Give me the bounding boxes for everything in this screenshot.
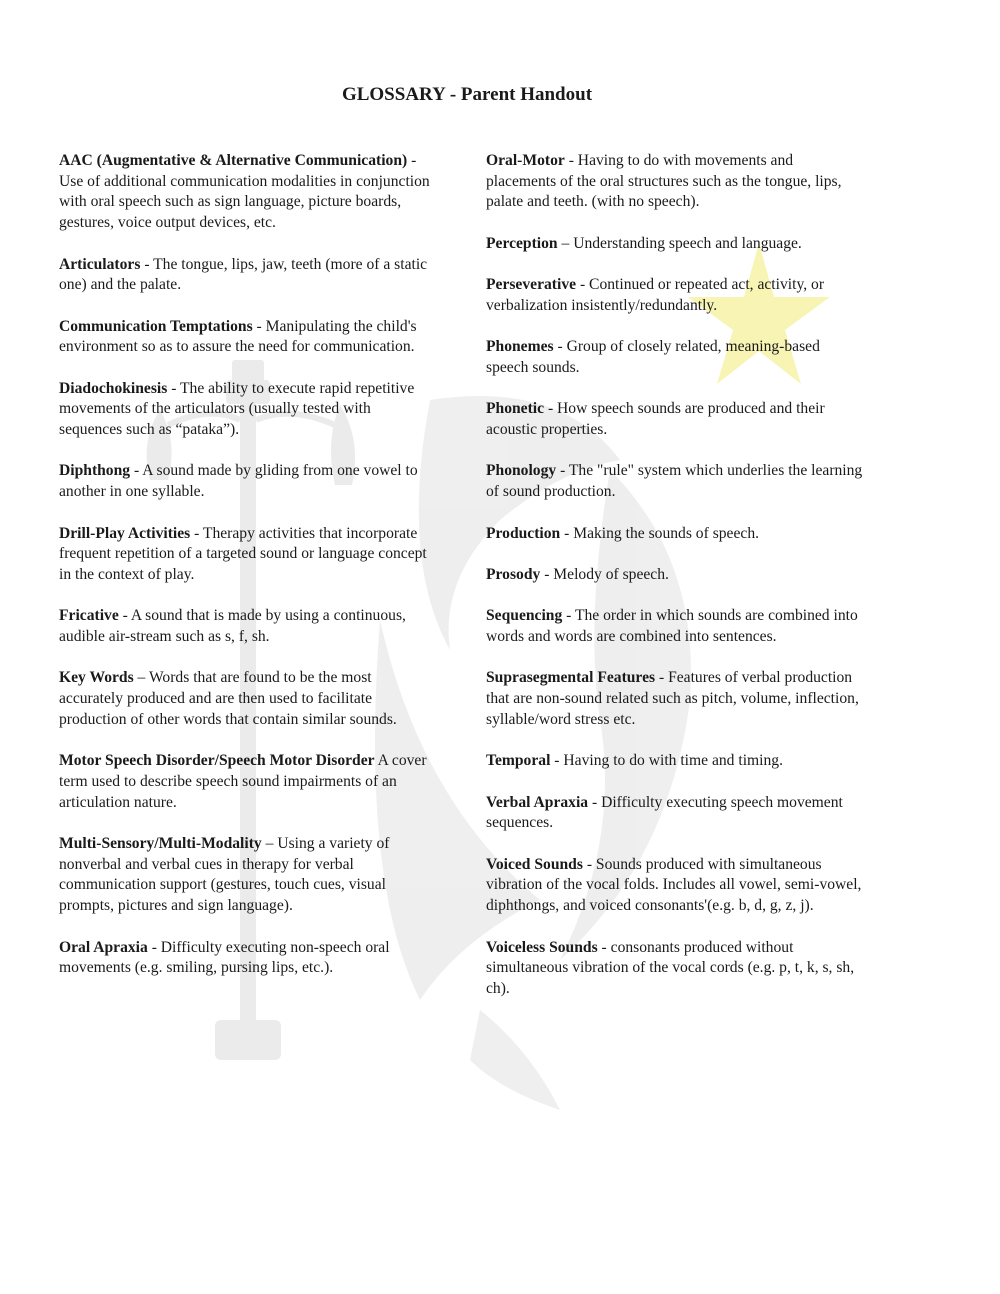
glossary-entry: [486, 461, 864, 502]
glossary-entry: [59, 461, 437, 502]
glossary-entry: [486, 793, 864, 834]
glossary-entry: [486, 337, 864, 378]
page-title: [0, 82, 934, 108]
glossary-term: Drill-Play Activities: [59, 524, 191, 542]
glossary-term: Articulators: [59, 255, 141, 273]
glossary-term: Prosody: [486, 565, 541, 583]
glossary-term: Diphthong: [59, 462, 131, 480]
glossary-term: Verbal Apraxia: [486, 793, 589, 811]
glossary-term: Production: [486, 524, 561, 542]
glossary-entry: [59, 151, 437, 234]
glossary-term: Perseverative: [486, 276, 577, 294]
glossary-term: Phonology: [486, 462, 557, 480]
glossary-definition: - Group of closely related, meaning-based speech sounds.: [486, 338, 820, 376]
glossary-definition: - consonants produced without simultaneous vibration of the vocal cords (e.g. p, t, k, s, sh, ch).: [486, 938, 855, 997]
glossary-term: Sequencing: [486, 607, 563, 625]
glossary-term: Suprasegmental Features: [486, 669, 656, 687]
glossary-entry: [486, 938, 864, 1000]
glossary-definition: - Difficulty executing non-speech oral movements (e.g. smiling, pursing lips, etc.).: [59, 938, 390, 977]
glossary-entry: [486, 668, 864, 730]
glossary-entry: [59, 317, 437, 358]
glossary-term: AAC (Augmentative & Alternative Communication): [59, 152, 408, 169]
glossary-definition: – Words that are found to be the most accurately produced and are then used to facilitate production of other words that contain similar sounds.: [59, 669, 397, 728]
glossary-entry: [59, 379, 437, 441]
glossary-definition: - The order in which sounds are combined into words and words are combined into sentences.: [486, 607, 858, 646]
glossary-definition: - A sound made by gliding from one vowel to another in one syllable.: [59, 462, 418, 501]
glossary-definition: - The tongue, lips, jaw, teeth (more of a static one) and the palate.: [59, 255, 428, 294]
glossary-entry: [486, 751, 864, 772]
glossary-definition: - The "rule" system which underlies the learning of sound production.: [486, 462, 863, 501]
glossary-entry: [486, 565, 864, 586]
glossary-definition: - How speech sounds are produced and their acoustic properties.: [486, 400, 825, 439]
glossary-term: Oral-Motor: [486, 152, 565, 169]
glossary-term: Multi-Sensory/Multi-Modality: [59, 835, 262, 853]
title-subtitle: - Parent Handout: [445, 84, 593, 105]
glossary-definition: – Understanding speech and language.: [557, 234, 802, 252]
glossary-entry: [59, 524, 437, 586]
glossary-term: Voiced Sounds: [486, 855, 583, 873]
glossary-entry: [59, 255, 437, 296]
glossary-term: Temporal: [486, 752, 551, 770]
glossary-definition: - The ability to execute rapid repetitive movements of the articulators (usually tested with sequences such as “pataka”).: [59, 379, 415, 439]
glossary-definition: - Continued or repeated act, activity, or verbalization insistently/redundantly.: [486, 276, 825, 314]
glossary-term: Communication Temptations: [59, 317, 253, 335]
glossary-term: Key Words: [59, 669, 134, 687]
glossary-entry: [486, 399, 864, 440]
glossary-term: Diadochokinesis: [59, 379, 168, 397]
glossary-definition: - Making the sounds of speech.: [560, 524, 760, 542]
glossary-term: Voiceless Sounds: [486, 938, 598, 956]
glossary-term: Motor Speech Disorder/Speech Motor Disorder: [59, 752, 375, 770]
glossary-entry: [59, 606, 437, 647]
glossary-entry: [486, 524, 864, 545]
glossary-definition: - Difficulty executing speech movement sequences.: [486, 793, 843, 832]
glossary-entry: [59, 834, 437, 917]
glossary-definition: - Therapy activities that incorporate frequent repetition of a targeted sound or language concept in the context of play.: [59, 524, 427, 583]
glossary-definition: - Having to do with time and timing.: [550, 752, 783, 770]
glossary-entry: [59, 751, 437, 813]
glossary-entry: [486, 275, 864, 316]
glossary-term: Phonemes: [486, 338, 554, 356]
title-main: GLOSSARY: [341, 84, 446, 105]
glossary-definition: - Sounds produced with simultaneous vibration of the vocal folds. Includes all vowel, semi-vowel, diphthongs, and voiced consonants'(e.g. b, d, g, z, j).: [486, 855, 862, 915]
glossary-definition: - Manipulating the child's environment so as to assure the need for communication.: [59, 317, 417, 356]
glossary-entry: [486, 234, 864, 255]
glossary-definition: - Melody of speech.: [540, 565, 669, 583]
glossary-term: Fricative: [59, 607, 119, 625]
glossary-entry: [486, 606, 864, 647]
glossary-definition: - A sound that is made by using a continuous, audible air-stream such as s, f, sh.: [59, 607, 406, 646]
glossary-column-left: [59, 151, 437, 1000]
glossary-definition: – Using a variety of nonverbal and verbal cues in therapy for verbal communication support (gestures, touch cues, visual prompts, pictures and sign language).: [59, 835, 390, 915]
glossary-column-right: [486, 151, 864, 1020]
glossary-term: Oral Apraxia: [59, 938, 148, 956]
glossary-entry: [59, 938, 437, 979]
glossary-entry: [486, 151, 864, 213]
glossary-definition: - Having to do with movements and placements of the oral structures such as the tongue, lips, palate and teeth. (with no speech).: [486, 152, 842, 211]
glossary-definition: - Features of verbal production that are non-sound related such as pitch, volume, inflection, syllable/word stress etc.: [486, 669, 859, 728]
glossary-definition: - Use of additional communication modalities in conjunction with oral speech such as sign language, picture boards, gestures, voice output devices, etc.: [59, 152, 430, 232]
glossary-definition: A cover term used to describe speech sound impairments of an articulation nature.: [59, 752, 427, 811]
glossary-term: Perception: [486, 234, 558, 252]
glossary-entry: [59, 668, 437, 730]
glossary-entry: [486, 855, 864, 917]
glossary-term: Phonetic: [486, 400, 545, 418]
